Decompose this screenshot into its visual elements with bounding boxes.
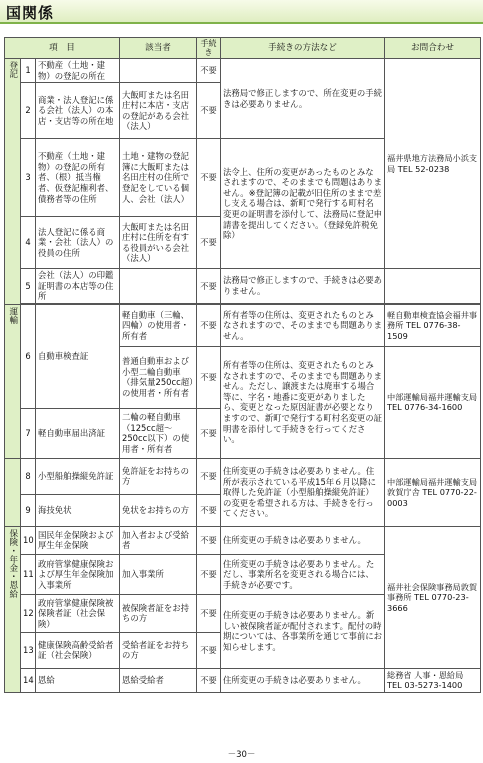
item-cell: 国民年金保険および厚生年金保険 bbox=[36, 526, 120, 554]
row-number: 10 bbox=[21, 526, 36, 554]
item-cell: 不動産（土地・建物）の登記の所在 bbox=[36, 59, 120, 83]
method-cell: 法令上、住所の変更があったものとみなされますので、そのままでも問題はありません。※登記簿の記載が旧住所のままで差し支える場合は、新町で発行する町村名変更の証明書を添付して、法務局に登記申請書を提出してください。（登録免許税免除） bbox=[221, 139, 385, 269]
table-row bbox=[5, 304, 481, 346]
procedure-cell: 不要 bbox=[197, 217, 221, 269]
method-cell: 住所変更の手続きは必要ありません。ただし、事業所名を変更される場合には、手続きが必要です。 bbox=[221, 554, 385, 594]
target-cell: 普通自動車および小型二輪自動車（排気量250cc超）の使用者・所有者 bbox=[120, 346, 197, 408]
item-cell: 軽自動車届出済証 bbox=[36, 408, 120, 458]
target-cell: 免許証をお持ちの方 bbox=[120, 458, 197, 494]
target-cell: 加入事業所 bbox=[120, 554, 197, 594]
item-cell: 商業・法人登記に係る会社（法人）の本店・支店等の所在地 bbox=[36, 83, 120, 139]
procedure-cell: 不要 bbox=[197, 346, 221, 408]
category-insurance: 保険・年金・恩給 bbox=[5, 526, 21, 692]
header-item: 項 目 bbox=[5, 38, 120, 59]
method-cell: 住所変更の手続きは必要ありません。 bbox=[221, 668, 385, 692]
row-number: 2 bbox=[21, 83, 36, 139]
row-number: 7 bbox=[21, 408, 36, 458]
item-cell: 小型船舶操縦免許証 bbox=[36, 458, 120, 494]
procedure-cell: 不要 bbox=[197, 526, 221, 554]
target-cell: 恩給受給者 bbox=[120, 668, 197, 692]
target-cell: 二輪の軽自動車（125cc超～250cc以下）の使用者・所有者 bbox=[120, 408, 197, 458]
header-procedure: 手続き bbox=[197, 38, 221, 59]
method-cell: 所有者等の住所は、変更されたものとみなされますので、そのままでも問題ありません。 bbox=[221, 304, 385, 346]
category-blank bbox=[5, 458, 21, 526]
target-cell: 加入者および受給者 bbox=[120, 526, 197, 554]
header-target: 該当者 bbox=[120, 38, 197, 59]
target-cell: 大飯町または名田庄村に住所を有する役員がいる会社（法人） bbox=[120, 217, 197, 269]
item-cell: 健康保険高齢受給者証（社会保険） bbox=[36, 632, 120, 668]
item-cell: 政府管掌健康保険被保険者証（社会保険） bbox=[36, 594, 120, 632]
method-cell: 所有者等の住所は、変更されたものとみなされますので、そのままでも問題ありません。ただし、譲渡または廃車する場合等に、字名・地番に変更がありましたら、変更となった原因証書が必要となりますので、新町で発行する町村名変更の証明書を添付して手続きを行ってください。 bbox=[221, 346, 385, 458]
method-cell: 住所変更の手続きは必要ありません。 bbox=[221, 526, 385, 554]
row-number: 1 bbox=[21, 59, 36, 83]
row-number: 13 bbox=[21, 632, 36, 668]
table-row bbox=[5, 59, 481, 83]
method-cell: 法務局で修正しますので、手続きは必要ありません。 bbox=[221, 269, 385, 304]
row-number: 9 bbox=[21, 494, 36, 526]
procedure-cell: 不要 bbox=[197, 59, 221, 83]
row-number: 4 bbox=[21, 217, 36, 269]
row-number: 6 bbox=[21, 304, 36, 408]
procedure-cell: 不要 bbox=[197, 83, 221, 139]
contact-cell: 中部運輸局福井運輸支局 TEL 0776-34-1600 bbox=[385, 346, 481, 458]
title-bar bbox=[0, 0, 483, 24]
table-row bbox=[5, 668, 481, 692]
item-cell: 自動車検査証 bbox=[36, 304, 120, 408]
target-cell: 大飯町または名田庄村に本店・支店の登記がある会社（法人） bbox=[120, 83, 197, 139]
row-number: 3 bbox=[21, 139, 36, 217]
row-number: 14 bbox=[21, 668, 36, 692]
row-number: 5 bbox=[21, 269, 36, 304]
target-cell: 免状をお持ちの方 bbox=[120, 494, 197, 526]
procedure-cell: 不要 bbox=[197, 304, 221, 346]
item-cell: 恩給 bbox=[36, 668, 120, 692]
header-method: 手続きの方法など bbox=[221, 38, 385, 59]
category-registration: 登記 bbox=[5, 59, 21, 305]
item-cell: 法人登記に係る商業・会社（法人）の役員の住所 bbox=[36, 217, 120, 269]
item-cell: 海技免状 bbox=[36, 494, 120, 526]
item-cell: 政府管掌健康保険および厚生年金保険加入事業所 bbox=[36, 554, 120, 594]
contact-cell: 福井社会保険事務局敦賀事務所 TEL 0770-23-3666 bbox=[385, 526, 481, 668]
procedure-cell: 不要 bbox=[197, 269, 221, 304]
row-number: 8 bbox=[21, 458, 36, 494]
item-cell: 不動産（土地・建物）の登記の所有者、（根）抵当権者、仮登記権利者、債務者等の住所 bbox=[36, 139, 120, 217]
target-cell: 被保険者証をお持ちの方 bbox=[120, 594, 197, 632]
contact-cell bbox=[385, 269, 481, 304]
procedure-cell: 不要 bbox=[197, 139, 221, 217]
procedure-cell: 不要 bbox=[197, 458, 221, 494]
contact-cell: 福井県地方法務局小浜支局 TEL 52-0238 bbox=[385, 59, 481, 269]
target-cell: 軽自動車（三輪、四輪）の使用者・所有者 bbox=[120, 304, 197, 346]
target-cell: 土地・建物の登記簿に大飯町または名田庄村の住所で登記をしている個人、会社（法人） bbox=[120, 139, 197, 217]
procedure-cell: 不要 bbox=[197, 554, 221, 594]
method-cell: 住所変更の手続きは必要ありません。新しい被保険者証が配付されます。配付の時期については、各事業所を通じて事前にお知らせします。 bbox=[221, 594, 385, 668]
header-row bbox=[5, 38, 481, 59]
header-contact: お問合わせ bbox=[385, 38, 481, 59]
table-row bbox=[5, 269, 481, 304]
table-row bbox=[5, 526, 481, 554]
category-transport: 運輸 bbox=[5, 304, 21, 458]
procedure-cell: 不要 bbox=[197, 632, 221, 668]
page-title: 国関係 bbox=[6, 4, 55, 22]
procedure-table bbox=[4, 37, 481, 693]
target-cell bbox=[120, 59, 197, 83]
procedure-cell: 不要 bbox=[197, 594, 221, 632]
procedure-cell: 不要 bbox=[197, 494, 221, 526]
contact-cell: 総務省 人事・恩給局 TEL 03-5273-1400 bbox=[385, 668, 481, 692]
page-number: －30－ bbox=[227, 750, 256, 760]
procedure-cell: 不要 bbox=[197, 408, 221, 458]
method-cell: 法務局で修正しますので、所在変更の手続きは必要ありません。 bbox=[221, 59, 385, 139]
item-cell: 会社（法人）の印鑑証明書の本店等の住所 bbox=[36, 269, 120, 304]
row-number: 11 bbox=[21, 554, 36, 594]
method-cell: 住所変更の手続きは必要ありません。住所が表示されている平成15年６月以降に取得した免許証（小型船舶操縦免許証）の変更を希望される方は、手続きを行ってください。 bbox=[221, 458, 385, 526]
procedure-cell: 不要 bbox=[197, 668, 221, 692]
target-cell: 受給者証をお持ちの方 bbox=[120, 632, 197, 668]
target-cell bbox=[120, 269, 197, 304]
row-number: 12 bbox=[21, 594, 36, 632]
contact-cell: 中部運輸局福井運輸支局敦賀庁舎 TEL 0770-22-0003 bbox=[385, 458, 481, 526]
contact-cell: 軽自動車検査協会福井事務所 TEL 0776-38-1509 bbox=[385, 304, 481, 346]
table-row bbox=[5, 458, 481, 494]
